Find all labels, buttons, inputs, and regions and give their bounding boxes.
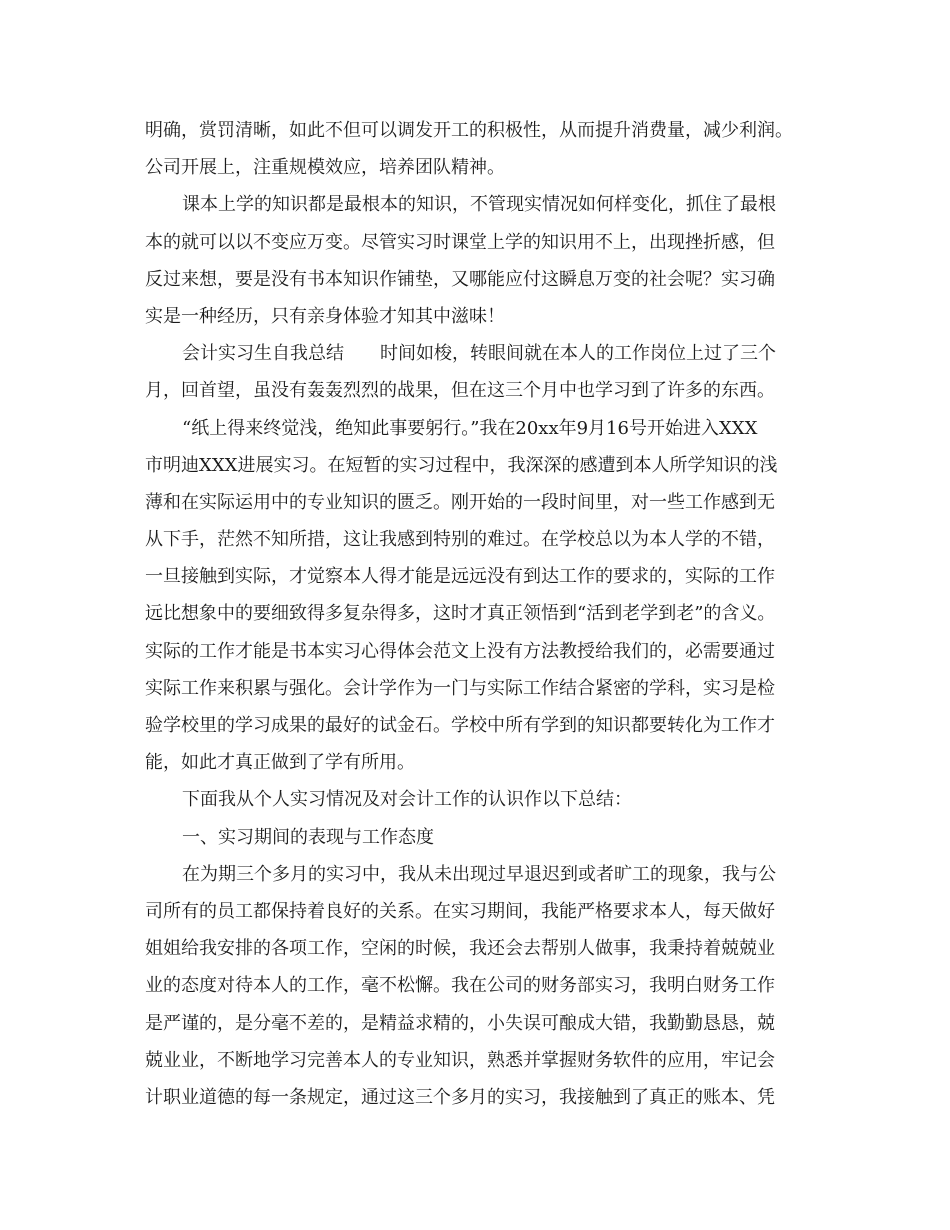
document-body-text — [145, 112, 815, 1116]
text-line: 能，如此才真正做到了学有所用。 — [145, 752, 415, 774]
text-line: “纸上得来终觉浅，绝知此事要躬行。”我在20xx年9月16号开始进入XXX — [182, 417, 758, 439]
text-line: 从下手，茫然不知所措，这让我感到特别的难过。在学校总以为本人学的不错， — [145, 529, 775, 551]
text-line: 实际的工作才能是书本实习心得体会范文上没有方法教授给我们的，必需要通过 — [145, 640, 775, 662]
text-line: 月，回首望，虽没有轰轰烈烈的战果，但在这三个月中也学习到了许多的东西。 — [145, 380, 775, 402]
text-line: 本的就可以以不变应万变。尽管实习时课堂上学的知识用不上，出现挫折感，但 — [145, 231, 775, 253]
text-line: 市明迪XXX进展实习。在短暂的实习过程中，我深深的感遭到本人所学知识的浅 — [145, 454, 778, 476]
text-line: 下面我从个人实习情况及对会计工作的认识作以下总结： — [182, 789, 632, 811]
text-line: 实是一种经历，只有亲身体验才知其中滋味！ — [145, 305, 505, 327]
text-line: 是严谨的，是分毫不差的，是精益求精的，小失误可酿成大错，我勤勤恳恳，兢 — [145, 1012, 775, 1034]
text-line: 姐姐给我安排的各项工作，空闲的时候，我还会去帮别人做事，我秉持着兢兢业 — [145, 938, 775, 960]
text-line: 业的态度对待本人的工作，毫不松懈。我在公司的财务部实习，我明白财务工作 — [145, 975, 775, 997]
text-line: 明确，赏罚清晰，如此不但可以调发开工的积极性，从而提升消费量，减少利润。 — [145, 120, 793, 141]
text-line: 实际工作来积累与强化。会计学作为一门与实际工作结合紧密的学科，实习是检 — [145, 677, 775, 699]
text-line: 司所有的员工都保持着良好的关系。在实习期间，我能严格要求本人，每天做好 — [145, 900, 775, 922]
text-line: 在为期三个多月的实习中，我从未出现过早退迟到或者旷工的现象，我与公 — [182, 863, 776, 885]
text-line: 薄和在实际运用中的专业知识的匮乏。刚开始的一段时间里，对一些工作感到无 — [145, 491, 775, 513]
text-line: 验学校里的学习成果的最好的试金石。学校中所有学到的知识都要转化为工作才 — [145, 715, 775, 736]
text-line: 一旦接触到实际，才觉察本人得才能是远远没有到达工作的要求的，实际的工作 — [145, 566, 775, 588]
text-line: 远比想象中的要细致得多复杂得多，这时才真正领悟到“活到老学到老”的含义。 — [145, 603, 776, 625]
section-heading: 一、实习期间的表现与工作态度 — [182, 826, 434, 848]
text-line: 课本上学的知识都是最根本的知识，不管现实情况如何样变化，抓住了最根 — [182, 194, 776, 216]
text-line: 兢业业，不断地学习完善本人的专业知识，熟悉并掌握财务软件的应用，牢记会 — [145, 1049, 775, 1071]
text-line: 计职业道德的每一条规定，通过这三个多月的实习，我接触到了真正的账本、凭 — [145, 1086, 775, 1108]
text-line: 会计实习生自我总结 时间如梭，转眼间就在本人的工作岗位上过了三个 — [182, 343, 776, 365]
text-line: 公司开展上，注重规模效应，培养团队精神。 — [145, 157, 505, 179]
text-line: 反过来想，要是没有书本知识作铺垫，又哪能应付这瞬息万变的社会呢？实习确 — [145, 268, 775, 290]
